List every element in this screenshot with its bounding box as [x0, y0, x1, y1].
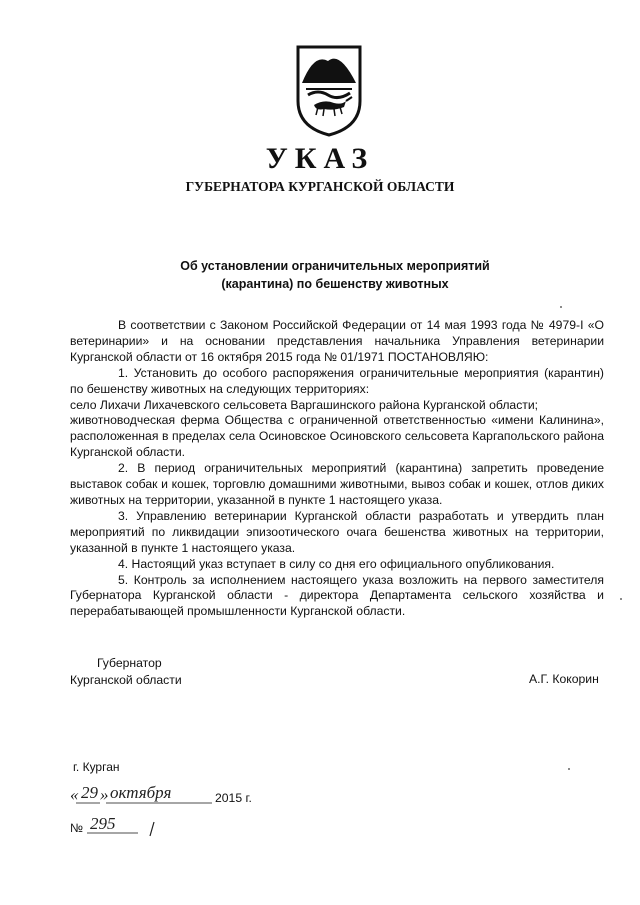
paragraph-preamble: В соответствии с Законом Российской Федерации от 14 мая 1993 года № 4979-I «О ветеринарии» и на основании представления начальника Управления ветеринарии Курганской области от 16 октября 2015 года № 01/1971 ПОСТАНОВЛЯЮ:	[70, 318, 604, 364]
paragraph-territory-1: село Лихачи Лихачевского сельсовета Варгашинского района Курганской области;	[70, 397, 539, 412]
paragraph-item-4: 4. Настоящий указ вступает в силу со дня его официального опубликования.	[118, 556, 555, 571]
scan-speck	[560, 306, 562, 308]
paragraph-territory-2: животноводческая ферма Общества с ограниченной ответственностью «имени Калинина», расположенная в пределах села Осиновское Осиновского сельсовета Каргапольского района Курганской области.	[70, 413, 604, 460]
signatory-position-line-2: Курганской области	[70, 673, 182, 687]
scan-speck	[568, 768, 570, 770]
number-sign: №	[70, 821, 84, 835]
number-handwritten-stroke	[150, 822, 154, 836]
decree-heading	[100, 257, 570, 293]
number-value-handwritten: 295	[90, 814, 116, 833]
paragraph-item-2: 2. В период ограничительных мероприятий (карантина) запретить проведение выставок собак и кошек, торговлю домашними животными, вывоз собак и кошек, отлов диких животных на территории, указанной в пункте 1 настоящего указа.	[70, 461, 604, 507]
decree-body	[70, 318, 604, 620]
coat-of-arms-emblem	[294, 45, 364, 137]
issue-city: г. Курган	[73, 760, 120, 774]
date-day-handwritten: 29	[81, 784, 98, 802]
issue-date	[70, 784, 280, 808]
paragraph-item-1: 1. Установить до особого распоряжения ограничительные мероприятия (карантин) по бешенству животных на следующих территориях:	[70, 365, 604, 396]
date-open-quote: «	[70, 785, 79, 804]
scan-speck	[620, 598, 622, 600]
decree-issuer: ГУБЕРНАТОРА КУРГАНСКОЙ ОБЛАСТИ	[185, 179, 455, 194]
heading-line-2: (карантина) по бешенству животных	[221, 277, 449, 291]
date-close-quote: »	[100, 785, 109, 804]
paragraph-item-3: 3. Управлению ветеринарии Курганской области разработать и утвердить план мероприятий по ликвидации эпизоотического очага бешенства животных на территории, указанной в пункте 1 настоящего указа.	[70, 508, 604, 555]
signatory-position	[70, 655, 182, 689]
heading-line-1: Об установлении ограничительных мероприятий	[180, 259, 490, 273]
date-month-handwritten: октября	[110, 784, 172, 802]
decree-title: УКАЗ	[265, 142, 375, 175]
signatory-position-line-1: Губернатор	[97, 656, 162, 670]
paragraph-item-5: 5. Контроль за исполнением настоящего указа возложить на первого заместителя Губернатора Курганской области - директора Департамента сельского хозяйства и перерабатывающей промышленности Курганской области.	[70, 572, 604, 619]
signatory-name: А.Г. Кокорин	[529, 672, 599, 686]
decree-number	[70, 814, 190, 838]
date-year: 2015 г.	[215, 791, 252, 805]
